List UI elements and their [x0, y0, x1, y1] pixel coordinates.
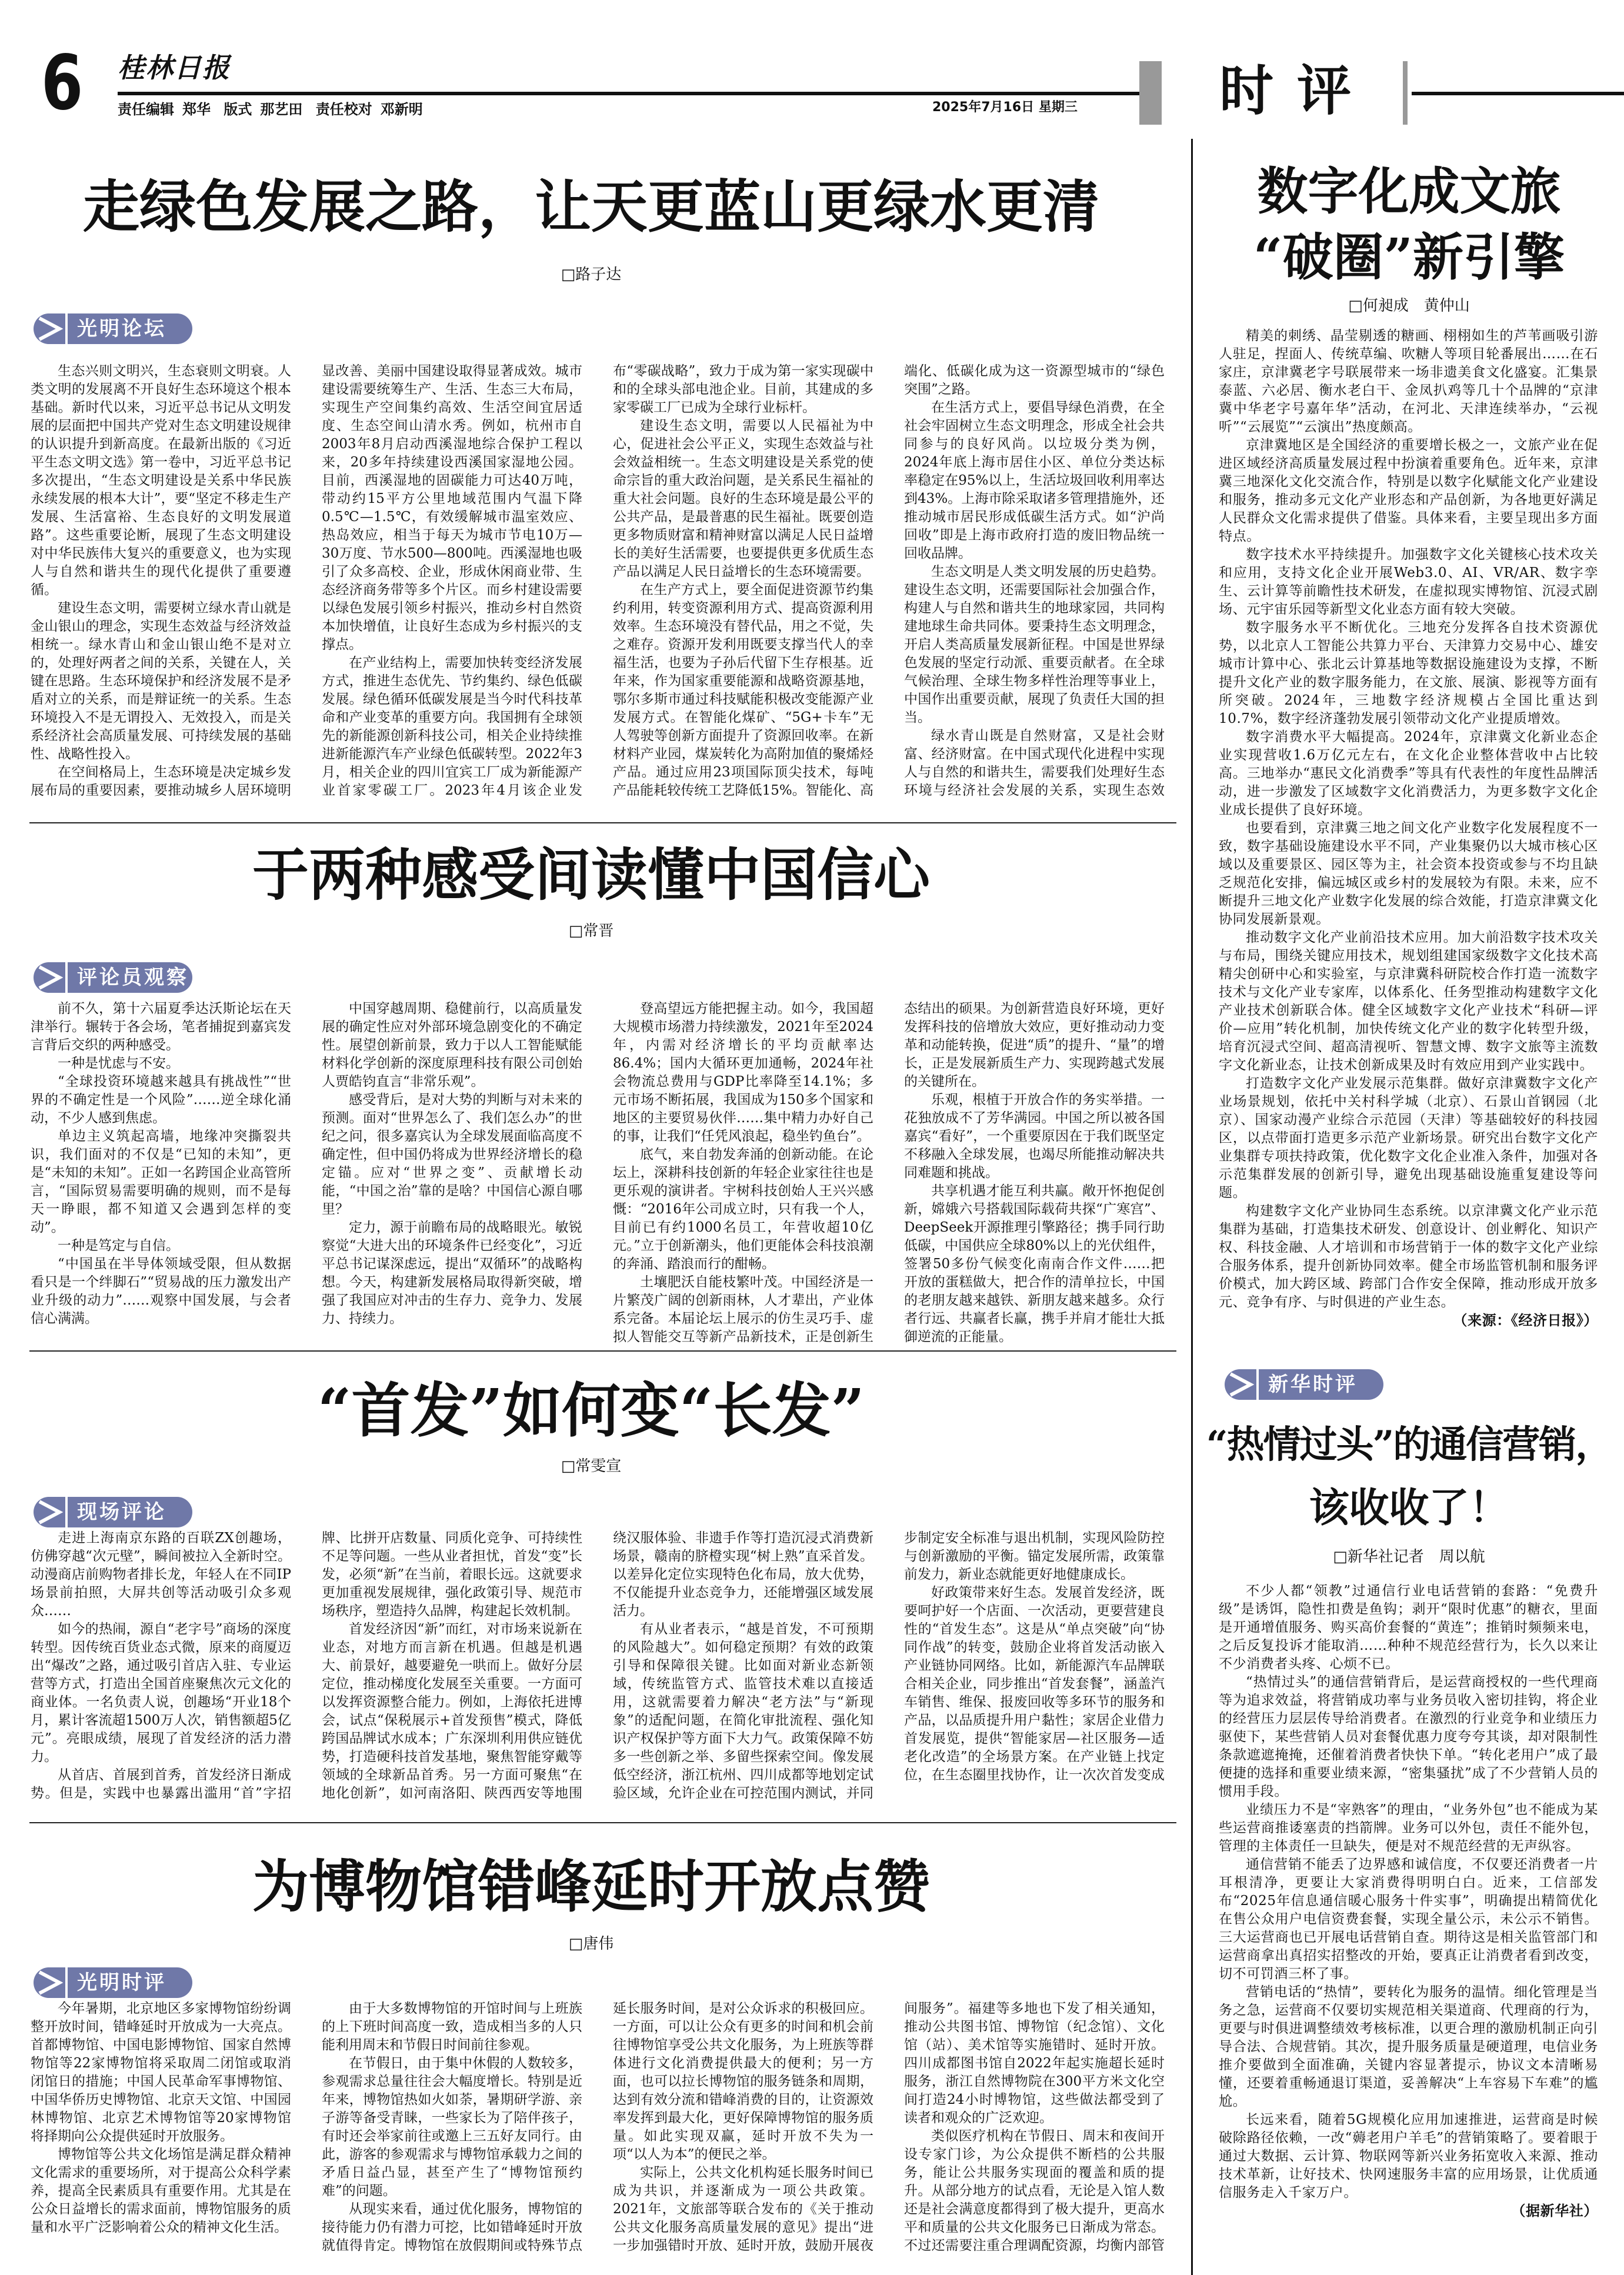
paragraph: 走进上海南京东路的百联ZX创趣场，仿佛穿越“次元壁”，瞬间被拉入全新时空。动漫商店前购物者排长龙，年轻人在不同IP场景前拍照，大屏共创等活动吸引众多观众……: [31, 1530, 291, 1619]
chevron-right-icon: [1225, 1369, 1260, 1400]
article-byline: □路子达: [561, 266, 622, 283]
paragraph: 实际上，公共文化机构延长服务时间已成为共识，并逐渐成为一项公共政策。2021年，文旅部等联合发布的《关于推动公共文化服务高质量发展的意见》提出“进一步加强错时开放、延时开放，鼓励开展夜间服务”。福建等多地也下发了相关通知，推动公共图书馆、博物馆（纪念馆）、文化馆（站）、美术馆等实施错时、延时开放。四川成都图书馆自2022年起实施超长延时服务，浙江自然博物院在300平方米文化空间打造24小时博物馆，这些做法都受到了读者和观众的广泛欢迎。: [613, 2001, 1165, 2253]
paragraph: 单边主义筑起高墙，地缘冲突撕裂共识，我们面对的不仅是“已知的未知”，更是“未知的未知”。正如一名跨国企业高管所言，“国际贸易需要明确的规则，而不是每天一睁眼，都不知道又会遇到怎样的变动”。: [31, 1129, 291, 1235]
sidebar-article-body: [1219, 1582, 1598, 2259]
article-body: [31, 362, 1165, 809]
paragraph: 绿水青山既是自然财富，又是社会财富、经济财富。在中国式现代化进程中实现人与自然的和谐共生，需要我们处理好生态环境与经济社会发展的关系，实现生态效: [904, 728, 1165, 798]
sidebar-title-line: 数字化成文旅: [1257, 162, 1561, 221]
article-byline: □常晋: [568, 922, 614, 940]
paragraph: 今年暑期，北京地区多家博物馆纷纷调整开放时间，错峰延时开放成为一大亮点。首都博物馆、中国电影博物馆、国家自然博物馆等22家博物馆将采取周二闭馆或取消闭馆日的措施；中国人民革命军事博物馆、中国华侨历史博物馆、北京天文馆、中国园林博物馆、北京艺术博物馆等20家博物馆将择期向公众提供延时开放服务。: [31, 2001, 291, 2144]
paragraph: 一种是笃定与自信。: [58, 1238, 179, 1253]
article-body: [31, 2000, 1165, 2259]
paragraph: 业绩压力不是“宰熟客”的理由，“业务外包”也不能成为某些运营商推诿塞责的挡箭牌。业务可以外包，责任不能外包，管理的主体责任一旦缺失，便是对不规范经营的无声纵容。: [1219, 1802, 1598, 1854]
chevron-right-icon: [34, 313, 69, 344]
credit-label: 版式: [224, 101, 252, 118]
column-tag: [34, 1497, 192, 1527]
sidebar-title-line: 该收收了！: [1309, 1485, 1509, 1532]
paragraph: 由于大多数博物馆的开馆时间与上班族的上下班时间高度一致，造成相当多的人只能利用周末和节假日时间前往参观。: [322, 2001, 582, 2053]
paragraph: 打造数字文化产业发展示范集群。做好京津冀数字文化产业场景规划，依托中关村科学城（北京）、石景山首钢园（北京）、国家动漫产业综合示范园（天津）等基础较好的科技园区，以点带面打造更多示范产业新场景。研究出台数字文化产业集群专项扶持政策，优化数字文化企业准入条件，加强对各示范集群发展的创新引导，避免出现基础设施重复建设等问题。: [1219, 1076, 1598, 1200]
paragraph: “中国虽在半导体领域受限，但从数据看只是一个绊脚石”“贸易战的压力激发出产业升级的动力”……观察中国发展，与会者信心满满。: [31, 1256, 291, 1326]
paragraph: 营销电话的“热情”，要转化为服务的温情。细化管理是当务之急，运营商不仅要切实规范相关渠道商、代理商的行为，更要与时俱进调整绩效考核标准，以更合理的激励机制正向引导合法、合规营销。其次，提升服务质量是硬道理，电信业务推介要做到全面准确，关键内容显著提示，协议文本清晰易懂，还要着重畅通退订渠道，妥善解决“上车容易下车难”的尴尬。: [1219, 1984, 1598, 2109]
paragraph: 生态兴则文明兴，生态衰则文明衰。人类文明的发展离不开良好生态环境这个根本基础。新时代以来，习近平总书记从文明发展的层面把中国共产党对生态文明建设规律的认识提升到新高度。在最新出版的《习近平生态文明文选》第一卷中，习近平总书记多次提出，“生态文明建设是关系中华民族永续发展的根本大计”，要“坚定不移走生产发展、生活富裕、生态良好的文明发展道路”。这些重要论断，展现了生态文明建设对中华民族伟大复兴的重要意义，也为实现人与自然和谐共生的现代化提供了重要遵循。: [31, 363, 291, 598]
article-source: （据新华社）: [1511, 2203, 1598, 2219]
article-title: 为博物馆错峰延时开放点赞: [252, 1853, 930, 1920]
article-divider: [29, 822, 1176, 823]
paragraph: “全球投资环境越来越具有挑战性”“世界的不确定性是一个风险”……逆全球化涌动，不少人感到焦虑。: [31, 1074, 291, 1126]
issue-date: 2025年7月16日 星期三: [932, 100, 1078, 115]
article-body: [31, 1000, 1165, 1347]
chevron-right-icon: [34, 962, 69, 993]
paragraph: 生态文明是人类文明发展的历史趋势。建设生态文明，还需要国际社会加强合作，构建人与自然和谐共生的地球家园，共同构建地球生命共同体。要秉持生态文明理念，开启人类高质量发展新征程。中国是世界绿色发展的坚定行动派、重要贡献者。在全球气候治理、全球生物多样性治理等事业上，中国作出重要贡献，展现了负责任大国的担当。: [904, 564, 1165, 725]
paragraph: 中国穿越周期、稳健前行，以高质量发展的确定性应对外部环境急剧变化的不确定性。展望创新前景，致力于以人工智能赋能材料化学创新的深度原理科技有限公司创始人贾皓钧直言“非常乐观”。: [322, 1001, 582, 1089]
paragraph: 土壤肥沃自能枝繁叶茂。中国经济是一片繁茂广阔的创新雨林，人才辈出，产业体系完备。本届论坛上展示的仿生灵巧手、虚拟人智能交互等新产品新技术，正是创新生态结出的硕果。为创新营造良好环境，更好发挥科技的倍增放大效应，更好推动动力变革和动能转换，促进“质”的提升、“量”的增长，正是发展新质生产力、实现跨越式发展的关键所在。: [613, 1001, 1165, 1345]
column-tag-label: 评论员观察: [77, 966, 189, 989]
paragraph: “热情过头”的通信营销背后，是运营商授权的一些代理商等为追求效益，将营销成功率与业务员收入密切挂钩，将企业的经营压力层层传导给消费者。在激烈的行业竞争和业绩压力驱使下，某些营销人员对套餐优惠力度夸夸其谈，却对限制性条款遮遮掩掩，还催着消费者快快下单。“转化老用户”成了最便捷的选择和重要业绩来源，“密集骚扰”成了不少营销人员的惯用手段。: [1219, 1674, 1598, 1799]
article-title: “首发”如何变“长发”: [317, 1376, 865, 1445]
article-source: （来源：《经济日报》）: [1453, 1312, 1598, 1329]
paragraph: 博物馆等公共文化场馆是满足群众精神文化需求的重要场所，对于提高公众科学素养，提高全民素质具有重要作用。尤其是在公众日益增长的需求面前，博物馆服务的质量和水平广泛影响着公众的精神文化生活。: [31, 2147, 291, 2235]
paragraph: 建设生态文明，需要以人民福祉为中心，促进社会公平正义，实现生态效益与社会效益相统一。生态文明建设是关系党的使命宗旨的重大政治问题，是关系民生福祉的重大社会问题。良好的生态环境是最公平的公共产品，是最普惠的民生福祉。既要创造更多物质财富和精神财富以满足人民日益增长的美好生活需要，也要提供更多优质生态产品以满足人民日益增长的生态环境需要。: [613, 418, 873, 579]
paragraph: 类似医疗机构在节假日、周末和夜间开设专家门诊，为公众提供不断档的公共服务，能让公共服务实现面的覆盖和质的提升。从部分地方的试点看，无论是入馆人数还是社会满意度都得到了极大提升，更高水平和质量的公共文化服务已日渐成为常态。不过还需要注重合理调配资源，均衡内部管: [904, 2129, 1165, 2253]
paragraph: 共享机遇才能互利共赢。敞开怀抱促创新，嫦娥六号搭载国际载荷共探“广寒宫”、DeepSeek开源推理引擎路径；携手同行助低碳，中国供应全球80%以上的光伏组件，签署50多份气候变化南南合作文件……把开放的蛋糕做大，把合作的清单拉长，中国的老朋友越来越铁、新朋友越来越多。众行者行远、共赢者长赢，携手并肩才能壮大抵御逆流的正能量。: [904, 1183, 1165, 1345]
paragraph: 首发经济因“新”而红，对市场来说新在业态，对地方而言新在机遇。但越是机遇大、前景好，越要避免一哄而上。做好分层定位，推动梯度化发展至关重要。一方面可以发挥资源整合能力。例如，上海依托进博会，试点“保税展示+首发预售”模式，降低跨国品牌试水成本；广东深圳利用供应链优势，打造硬科技首发基地，聚焦智能穿戴等领域的全球新品首秀。另一方面可聚焦“在地化创新”，如河南洛阳、陕西西安等地围绕汉服体验、非遗手作等打造沉浸式消费新场景，赣南的脐橙实现“树上熟”直采首发。以差异化定位实现特色化布局，放大优势，不仅能提升业态竞争力，还能增强区域发展活力。: [322, 1530, 873, 1801]
column-tag: [34, 313, 192, 344]
paragraph: 感受背后，是对大势的判断与对未来的预测。面对“世界怎么了、我们怎么办”的世纪之问，很多嘉宾认为全球发展面临高度不确定性，但中国仍将成为世界经济增长的稳定锚。应对“世界之变”、贡献增长动能，“中国之治”靠的是啥？中国信心源自哪里？: [322, 1092, 582, 1217]
masthead-rule: [118, 92, 1139, 95]
page-number: 6: [41, 39, 81, 127]
credit-name: 郑华: [182, 101, 211, 118]
paragraph: 如今的热闹，源自“老字号”商场的深度转型。因传统百货业态式微，原来的商厦迈出“爆改”之路，通过吸引首店入驻、专业运营等方式，打造出全国首座聚焦次元文化的商业体。一名负责人说，创趣场“开业18个月，累计客流超1500万人次，销售额超5亿元”。亮眼成绩，展现了首发经济的活力潜力。: [31, 1622, 291, 1764]
newspaper-logo: 桂林日报: [118, 52, 231, 84]
paragraph: 长远来看，随着5G规模化应用加速推进，运营商是时候破除路径依赖，一改“薅老用户羊毛”的营销策略了。要着眼于通过大数据、云计算、物联网等新兴业务拓宽收入来源、推动技术革新，让好技术、快网速服务丰富的应用场景，让优质通信服务走入千家万户。: [1219, 2112, 1598, 2200]
paragraph: 数字服务水平不断优化。三地充分发挥各自技术资源优势，以北京人工智能公共算力平台、天津算力交易中心、雄安城市计算中心、张北云计算基地等数据设施建设为支撑，不断提升文化产业的数字服务能力，在文旅、展演、影视等方面有所突破。2024年，三地数字经济规模占全国比重达到10.7%，数字经济蓬勃发展引领带动文化产业提质增效。: [1219, 620, 1598, 726]
paragraph: 好政策带来好生态。发展首发经济，既要呵护好一个店面、一次活动，更要营建良性的“首发生态”。这是从“单点突破”向“协同作战”的转变，鼓励企业将首发活动嵌入产业链协同网络。比如，新能源汽车品牌联合相关企业，同步推出“首发套餐”，涵盖汽车销售、维保、报废回收等多环节的服务和产品，以品质提升用户黏性；家居企业借力首发展览，提供“智能家居—社区服务—适老化改造”的全场景方案。在产业链上找定位，在生态圈里找协作，让一次次首发变成: [904, 1585, 1165, 1783]
paragraph: 在生产方式上，要全面促进资源节约集约利用，转变资源利用方式、提高资源利用效率。生态环境没有替代品，用之不觉，失之难存。资源开发利用既要支撑当代人的幸福生活，也要为子孙后代留下生存根基。近年来，作为国家重要能源和战略资源基地，鄂尔多斯市通过科技赋能积极改变能源产业发展方式。在智能化煤矿、“5G+卡车”无人驾驶等创新方面提升了资源回收率。在新材料产业园，煤炭转化为高附加值的聚烯烃产品。通过应用23项国际顶尖技术，每吨产品能耗较传统工艺降低15%。智能化、高端化、低碳化成为这一资源型城市的“绿色突围”之路。: [613, 363, 1165, 798]
article-body: [31, 1529, 1165, 1817]
sidebar-article-body: [1219, 327, 1598, 1350]
paragraph: 有从业者表示，“越是首发，不可预期的风险越大”。如何稳定预期？有效的政策引导和保障很关键。比如面对新业态新领域，传统监管方式、监管技术难以直接适用，这就需要着力解决“老方法”与“新现象”的适配问题，在简化审批流程、强化知识产权保护等方面下大力气。政策保障不妨多一些创新之举、多留些探索空间。像发展低空经济，浙江杭州、四川成都等地划定试验区域，允许企业在可控范围内测试，并同步制定安全标准与退出机制，实现风险防控与创新激励的平衡。锚定发展所需，政策靠前发力，新业态就能更好地健康成长。: [613, 1530, 1165, 1801]
paragraph: 前不久，第十六届夏季达沃斯论坛在天津举行。辗转于各会场，笔者捕捉到嘉宾发言背后交织的两种感受。: [31, 1001, 291, 1053]
article-title: 于两种感受间读懂中国信心: [252, 842, 930, 908]
column-tag-label: 光明时评: [77, 1971, 166, 1994]
credit-label: 责任校对: [315, 101, 372, 118]
editorial-credits: [118, 101, 431, 118]
paragraph: 精美的刺绣、晶莹剔透的糖画、栩栩如生的芦苇画吸引游人驻足，捏面人、传统草编、吹糖人等项目轮番展出……在石家庄，京津冀老字号联展带来一场非遗美食文化盛宴。汇集景泰蓝、六必居、衡水老白干、金凤扒鸡等几十个品牌的“京津冀中华老字号嘉年华”活动，在河北、天津连续举办，“云视听”“云展览”“云演出”热度颇高。: [1219, 328, 1598, 435]
article-title: 走绿色发展之路，让天更蓝山更绿水更清: [83, 174, 1099, 240]
column-tag-label: 新华时评: [1268, 1373, 1358, 1396]
column-tag: [34, 1967, 192, 1998]
sidebar-title-line: “破圈”新引擎: [1253, 228, 1565, 287]
section-marker-bar: [1403, 61, 1408, 125]
article-byline: □唐伟: [568, 1935, 614, 1953]
column-tag-label: 光明论坛: [77, 317, 166, 341]
paragraph: 乐观，根植于开放合作的务实举措。一花独放成不了芳华满园。中国之所以被各国嘉宾“看好”，一个重要原因在于我们既坚定不移融入全球发展，也竭尽所能推动解决共同难题和挑战。: [904, 1092, 1165, 1180]
paragraph: 京津冀地区是全国经济的重要增长极之一，文旅产业在促进区域经济高质量发展过程中扮演着重要角色。近年来，京津冀三地深化文化交流合作，特别是以数字化赋能文化产业建设和服务，推动多元文化产业形态和产品创新，为各地更好满足人民群众文化需求提供了借鉴。具体来看，主要呈现出多方面特点。: [1219, 438, 1598, 544]
section-title: 时评: [1219, 59, 1375, 122]
masthead-rule-right: [1412, 92, 1624, 95]
paragraph: 从现实来看，通过优化服务，博物馆的接待能力仍有潜力可挖，比如错峰延时开放就值得肯定。博物馆在放假期间或特殊节点延长服务时间，是对公众诉求的积极回应。一方面，可以让公众有更多的时间和机会前往博物馆享受公共文化服务，为上班族等群体进行文化消费提供最大的便利；另一方面，也可以拉长博物馆的服务链条和周期，达到有效分流和错峰消费的目的，让资源效率发挥到最大化，更好保障博物馆的服务质量。如此实现双赢，延时开放不失为一项“以人为本”的便民之举。: [322, 2001, 873, 2253]
section-marker-block: [1139, 61, 1162, 125]
article-byline: □常雯宣: [561, 1457, 622, 1475]
paragraph: 数字技术水平持续提升。加强数字文化关键核心技术攻关和应用，支持文化企业开展Web3.0、AI、VR/AR、数字孪生、云计算等前瞻性技术研发，在虚拟现实博物馆、沉浸式剧场、元宇宙乐园等新型文化业态方面有较大突破。: [1219, 547, 1598, 617]
paragraph: 登高望远方能把握主动。如今，我国超大规模市场潜力持续激发，2021年至2024年，内需对经济增长的平均贡献率达86.4%；国内大循环更加通畅，2024年社会物流总费用与GDP比率降至14.1%；多元市场不断拓展，我国成为150多个国家和地区的主要贸易伙伴……集中精力办好自己的事，让我们“任凭风浪起，稳坐钓鱼台”。: [613, 1001, 873, 1144]
column-tag: [1225, 1369, 1383, 1400]
paragraph: 从首店、首展到首秀，首发经济日渐成势。但是，实践中也暴露出滥用“首”字招牌、比拼开店数量、同质化竞争、可持续性不足等问题。一些从业者担忧，首发“变”长发，必须“新”在当前，着眼长远。这就要求更加重视发展规律，强化政策引导、规范市场秩序，塑造持久品牌，构建起长效机制。: [31, 1530, 582, 1801]
article-divider: [29, 1822, 1176, 1823]
sidebar-title-line: “热情过头”的通信营销，: [1206, 1423, 1612, 1467]
paragraph: 构建数字文化产业协同生态系统。以京津冀文化产业示范集群为基础，打造集技术研发、创意设计、创业孵化、知识产权、科技金融、人才培训和市场营销于一体的数字文化产业综合服务体系，提升创新协同效率。健全市场监管机制和服务评价模式，加大跨区域、跨部门合作安全保障，推动形成开放多元、竞争有序、与时俱进的产业生态。: [1219, 1203, 1598, 1310]
paragraph: 一种是忧虑与不安。: [58, 1056, 179, 1071]
paragraph: 定力，源于前瞻布局的战略眼光。敏锐察觉“大进大出的环境条件已经变化”，习近平总书记谋深虑远，提出“双循环”的战略构想。今天，构建新发展格局取得新突破，增强了我国应对冲击的生存力、竞争力、发展力、持续力。: [322, 1220, 582, 1326]
paragraph: 建设生态文明，需要树立绿水青山就是金山银山的理念，实现生态效益与经济效益相统一。绿水青山和金山银山绝不是对立的，处理好两者之间的关系，关键在人，关键在思路。生态环境保护和经济发展不是矛盾对立的关系，而是辩证统一的关系。生态环境投入不是无谓投入、无效投入，而是关系经济社会高质量发展、可持续发展的基础性、战略性投入。: [31, 601, 291, 762]
column-tag: [34, 962, 192, 993]
column-tag-label: 现场评论: [77, 1500, 166, 1524]
credit-name: 邓新明: [380, 101, 423, 118]
article-divider: [29, 1350, 1176, 1352]
column-divider: [1191, 139, 1193, 2275]
sidebar-byline: □新华社记者 周以航: [1333, 1548, 1485, 1566]
paragraph: 数字消费水平大幅提高。2024年，京津冀文化新业态企业实现营收1.6万亿元左右，在文化企业整体营收中占比较高。三地举办“惠民文化消费季”等具有代表性的年度性品牌活动，进一步激发了区域数字文化消费活力，为更多数字文化企业成长提供了良好环境。: [1219, 729, 1598, 818]
sidebar-byline: □何昶成 黄仲山: [1348, 297, 1470, 315]
paragraph: 在生活方式上，要倡导绿色消费，在全社会牢固树立生态文明理念，形成全社会共同参与的良好风尚。以垃圾分类为例，2024年底上海市居住小区、单位分类达标率稳定在95%以上，生活垃圾回收利用率达到43%。上海市除采取诸多管理措施外，还推动城市居民形成低碳生活方式。如“沪尚回收”即是上海市政府打造的废旧物品统一回收品牌。: [904, 400, 1165, 561]
paragraph: 通信营销不能丢了边界感和诚信度，不仅要还消费者一片耳根清净，更要让大家消费得明明白白。近来，工信部发布“2025年信息通信暖心服务十件实事”，明确提出精简优化在售公众用户电信资费套餐，实现全量公示，未公示不销售。三大运营商也已开展电话营销自查。期待这是相关监管部门和运营商拿出真招实招整改的开始，要真正让消费者看到改变，切不可罚酒三杯了事。: [1219, 1857, 1598, 1982]
credit-label: 责任编辑: [118, 101, 174, 118]
paragraph: 底气，来自勃发奔涌的创新动能。在论坛上，深耕科技创新的年轻企业家往往也是更乐观的演讲者。宇树科技创始人王兴兴感慨：“2016年公司成立时，只有我一个人，目前已有约1000名员工，年营收超10亿元。”立于创新潮头，他们更能体会科技浪潮的奔涌、踏浪而行的酣畅。: [613, 1147, 873, 1272]
paragraph: 推动数字文化产业前沿技术应用。加大前沿数字技术攻关与布局，围绕关键应用技术，规划组建国家级数字文化技术高精尖创研中心和实验室，与京津冀科研院校合作打造一流数字技术与文化产业专家库，以体系化、任务型推动构建数字文化产业技术创新联合体。健全区域数字文化产业技术“科研—评价—应用”转化机制，加快传统文化产业的数字化转型升级，培育沉浸式空间、超高清视听、智慧文博、数字文旅等主流数字文化新业态，让技术创新成果及时有效应用到产业实践中。: [1219, 930, 1598, 1073]
paragraph: 不少人都“领教”过通信行业电话营销的套路：“免费升级”是诱饵，隐性扣费是鱼钩；剥开“限时优惠”的糖衣，里面是开通增值服务、购买高价套餐的“黄连”；推销时频频来电，之后反复投诉才能取消……种种不规范经营行为，长久以来让不少消费者头疼、心烦不已。: [1219, 1583, 1598, 1672]
paragraph: 也要看到，京津冀三地之间文化产业数字化发展程度不一致，数字基础设施建设水平不同，产业集聚仍以大城市核心区域以及重要景区、园区等为主，社会资本投资或参与不均且缺乏规范化安排，偏远城区或乡村的发展较为有限。未来，应不断提升三地文化产业数字化发展的综合效能，打造京津冀文化协同发展新景观。: [1219, 820, 1598, 927]
chevron-right-icon: [34, 1967, 69, 1998]
paragraph: 在空间格局上，生态环境是决定城乡发展布局的重要因素，要推动城乡人居环境明显改善、美丽中国建设取得显著成效。城市建设需要统筹生产、生活、生态三大布局，实现生产空间集约高效、生活空间宜居适度、生态空间山清水秀。例如，杭州市自2003年8月启动西溪湿地综合保护工程以来，20多年持续建设西溪国家湿地公园。目前，西溪湿地的固碳能力可达40万吨，带动约15平方公里地域范围内气温下降0.5℃—1.5℃，有效缓解城市温室效应、热岛效应，相当于每天为城市节电10万—30万度、节水500—800吨。西溪湿地也吸引了众多高校、企业，形成休闲商业带、生态经济商务带等多个片区。而乡村建设需要以绿色发展引领乡村振兴，推动乡村自然资本加快增值，让良好生态成为乡村振兴的支撑点。: [31, 363, 582, 798]
paragraph: 在节假日，由于集中休假的人数较多，参观需求总量往往会大幅度增长。特别是近年来，博物馆热如火如荼，暑期研学游、亲子游等备受青睐，一些家长为了陪伴孩子，有时还会举家前往或邀上三五好友同行。由此，游客的参观需求与博物馆承载力之间的矛盾日益凸显，甚至产生了“博物馆预约难”的问题。: [322, 2056, 582, 2199]
chevron-right-icon: [34, 1497, 69, 1527]
paragraph: 在产业结构上，需要加快转变经济发展方式，推进生态优先、节约集约、绿色低碳发展。绿色循环低碳发展是当今时代科技革命和产业变革的重要方向。我国拥有全球领先的新能源创新科技公司，相关企业持续推进新能源汽车产业绿色低碳转型。2022年3月，相关企业的四川宜宾工厂成为新能源产业首家零碳工厂。2023年4月该企业发布“零碳战略”，致力于成为第一家实现碳中和的全球头部电池企业。目前，其建成的多家零碳工厂已成为全球行业标杆。: [322, 363, 873, 798]
credit-name: 那艺田: [260, 101, 303, 118]
